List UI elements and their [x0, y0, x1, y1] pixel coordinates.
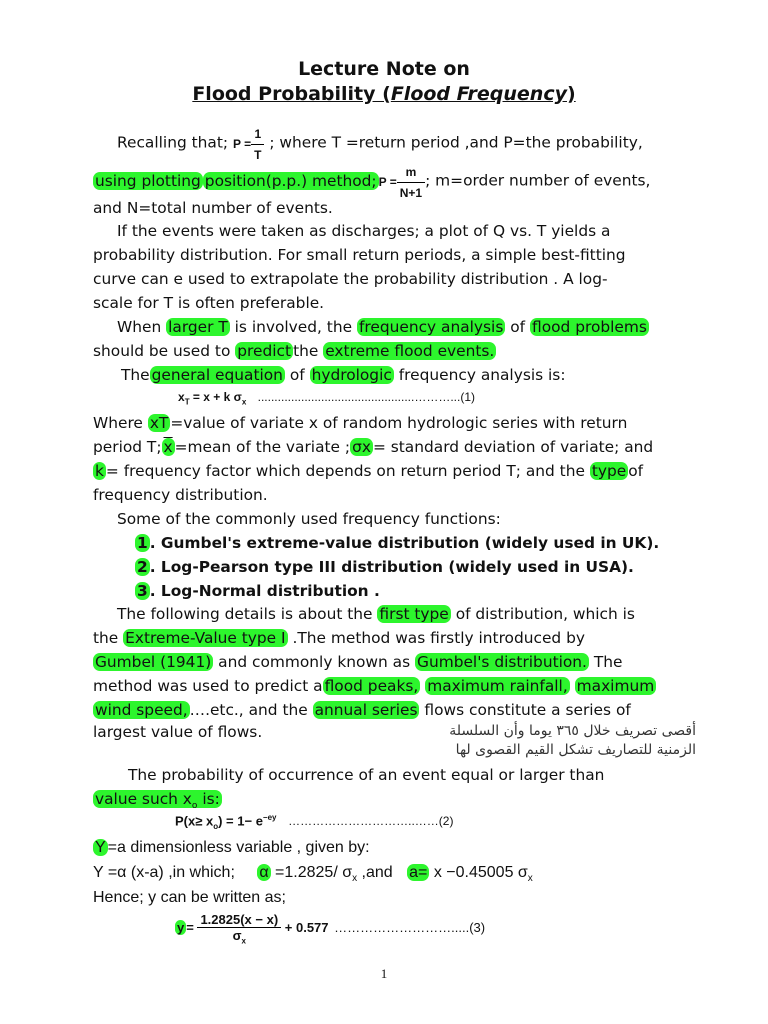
hl-maximum: maximum	[576, 677, 655, 695]
equation-1: $x_T = x + k$ $\sigma_x$ ...............................................………...(1)	[178, 390, 476, 407]
hl-hydrologic: hydrologic	[311, 366, 392, 384]
arabic-note-line1: أقصى تصريف خلال ٣٦٥ يوما وأن السلسلة	[449, 723, 696, 739]
para2-line2: probability distribution. For small return periods, a simple best-fitting	[93, 246, 626, 264]
hl-y: y	[177, 920, 185, 936]
hl-xt: xT	[149, 414, 169, 432]
recall-line	[117, 124, 721, 165]
list-item: 3 . Log-Normal distribution .	[137, 582, 380, 600]
hl-value-such: value such x	[95, 790, 192, 808]
hl-xbar: $\overline{x}$	[163, 438, 173, 456]
hl-k: k	[95, 462, 104, 480]
hl-larger-t: larger T	[168, 318, 228, 336]
hl-predict: predict	[237, 342, 292, 360]
hl-Y: Y	[95, 839, 106, 856]
title-close: )	[566, 83, 576, 105]
hl-annual-series: annual series	[314, 701, 418, 719]
hl-alpha: α	[259, 864, 269, 881]
para6-line3: Gumbel (1941) and commonly known as Gumbel's distribution. The	[95, 653, 623, 671]
equation-2: $P(x\ge x_o) = 1- e^{-ey}$ …………………………..……(2)	[175, 813, 454, 831]
hl-first-type: first type	[379, 605, 449, 623]
plotting-line	[93, 162, 697, 203]
hl-gumbel-distribution: Gumbel's distribution.	[417, 653, 587, 671]
para3-line1: When larger T is involved, the frequency analysis of flood problems	[117, 318, 647, 336]
hl-flood-peaks: flood peaks,	[324, 677, 419, 695]
para2-line3: curve can e used to extrapolate the probability distribution . A log-	[93, 270, 608, 288]
hl-maximum-rainfall: maximum rainfall,	[427, 677, 568, 695]
formula-pp: P = $\frac{m}{N+1}$	[379, 175, 426, 189]
hl-using-plotting: using plotting	[95, 171, 201, 190]
title-line-1: Lecture Note on	[298, 58, 470, 80]
para8-line3: Hence; y can be written as;	[93, 889, 286, 906]
formula-p: P = $\frac{1}{T}$	[233, 137, 264, 151]
hl-general-equation: general equation	[151, 366, 283, 384]
para4-line2: period T; $\overline{x}$ =mean of the variate ; σx = standard deviation of variate; and	[93, 438, 654, 456]
hl-a: a=	[409, 864, 428, 881]
para4-line3: k = frequency factor which depends on return period T; and the type of	[95, 462, 644, 480]
recall-text: Recalling that;	[117, 133, 229, 152]
hl-sigma-x: σx	[352, 438, 371, 456]
list-item: 2 . Log-Pearson type III distribution (widely used in USA).	[137, 558, 634, 576]
para3-line2: should be used to predict the extreme flood events.	[93, 342, 495, 360]
para7-line1: The probability of occurrence of an event equal or larger than	[128, 766, 605, 784]
title-main: Flood Probability (	[192, 83, 391, 105]
order-number-text: ; m=order number of events,	[425, 171, 651, 190]
hl-extreme-value: Extreme-Value type I	[125, 629, 286, 647]
hl-type: type	[591, 462, 627, 480]
para7-line2: value such $x_o$ is:	[95, 790, 220, 812]
para6-line4: method was used to predict a flood peaks, maximum rainfall, maximum	[93, 677, 655, 695]
para2-line4: scale for T is often preferable.	[93, 294, 325, 312]
para6-line6: largest value of flows.	[93, 723, 263, 741]
hl-flood-problems: flood problems	[532, 318, 647, 336]
recall-def: ; where T =return period ,and P=the probability,	[269, 133, 643, 152]
hl-extreme-flood: extreme flood events.	[325, 342, 495, 360]
title-emphasis: Flood Frequency	[390, 83, 567, 105]
equation-3: y = $\frac{1.2825(x - x)}{\sigma_x}$ + 0.577 ……………………….....(3)	[177, 912, 486, 946]
hl-wind-speed: wind speed,	[95, 701, 188, 719]
hl-plotting-position: position(p.p.) method;	[204, 171, 377, 190]
arabic-note-line2: الزمنية للتصاريف تشكل القيم القصوى لها	[455, 742, 696, 758]
total-number-text: and N=total number of events.	[93, 199, 333, 217]
para6-line2: the Extreme-Value type I .The method was firstly introduced by	[93, 629, 585, 647]
list-item: 1 . Gumbel's extreme-value distribution (widely used in UK).	[137, 534, 660, 552]
para4-line1: Where xT =value of variate x of random hydrologic series with return	[93, 414, 628, 432]
para8-line2: Y =α (x-a) ,in which; α =1.2825/ $\sigma_x$ ,and a= x −0.45005 $\sigma_x$	[93, 864, 533, 885]
para2-line1: If the events were taken as discharges; a plot of Q vs. T yields a	[117, 222, 611, 240]
para5: Some of the commonly used frequency functions:	[117, 510, 501, 528]
para6-line1: The following details is about the first type of distribution, which is	[117, 605, 635, 623]
para4-line4: frequency distribution.	[93, 486, 268, 504]
hl-gumbel-1941: Gumbel (1941)	[95, 653, 212, 671]
para8-line1: Y =a dimensionless variable , given by:	[95, 839, 370, 856]
title-line-2	[0, 83, 768, 105]
para3-line3: The general equation of hydrologic frequency analysis is:	[121, 366, 566, 384]
hl-frequency-analysis: frequency analysis	[358, 318, 504, 336]
para6-line5: wind speed, ….etc., and the annual series flows constitute a series of	[95, 701, 631, 719]
page-number: 1	[380, 966, 388, 981]
